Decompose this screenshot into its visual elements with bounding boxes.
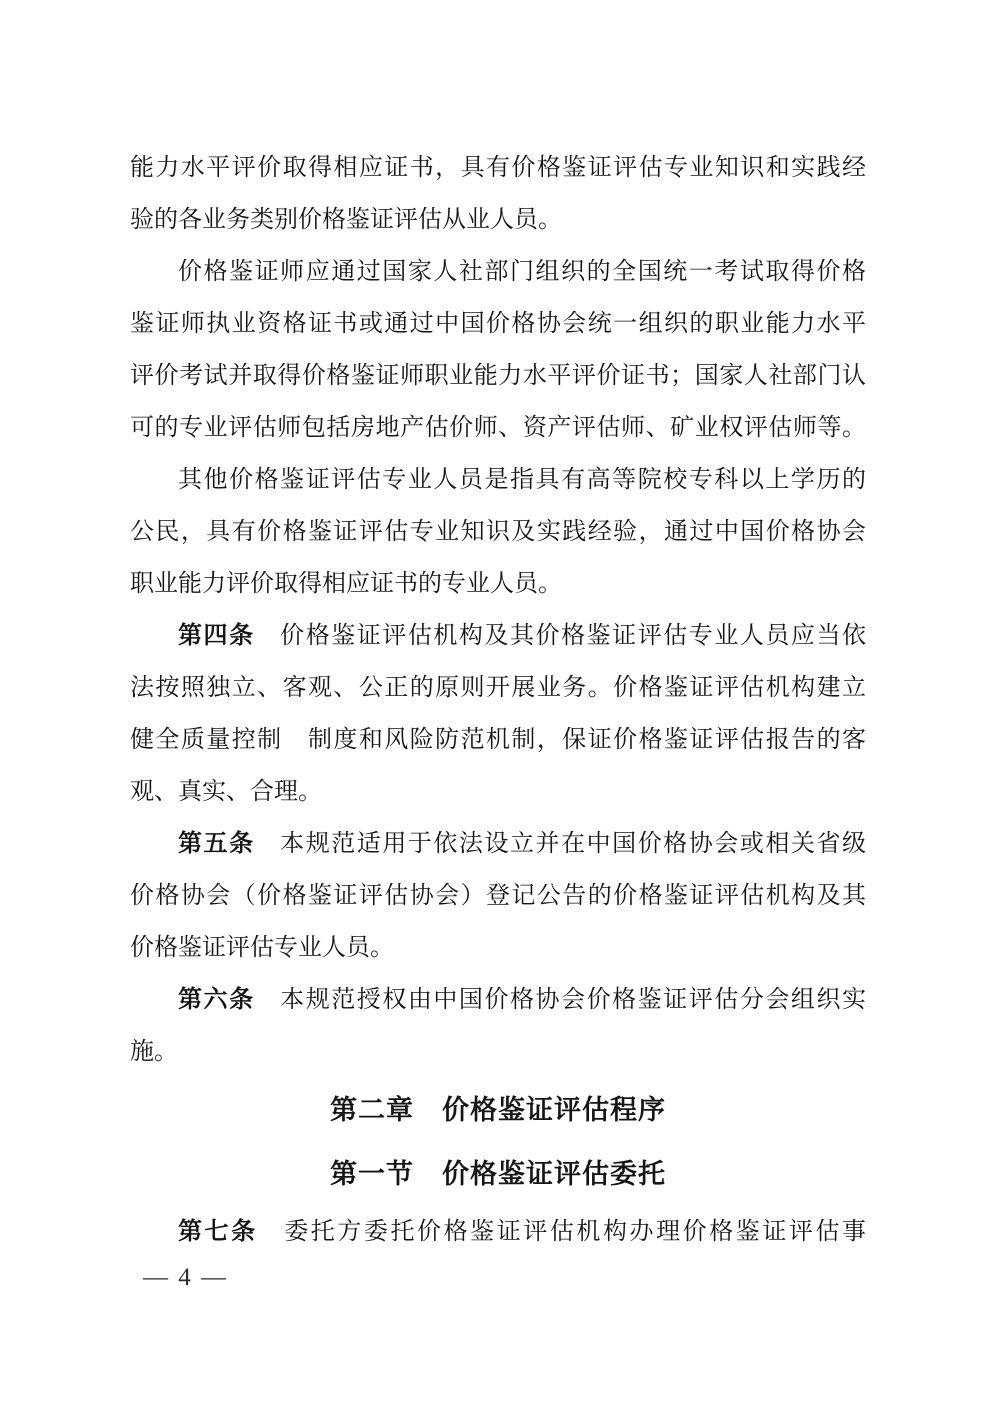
article-number: 第七条: [178, 1219, 258, 1245]
text-line: 评价考试并取得价格鉴证师职业能力水平评价证书；国家人社部门认: [130, 363, 866, 389]
text-line: 价格协会（价格鉴证评估协会）登记公告的价格鉴证评估机构及其: [130, 883, 866, 909]
text-line-article-4: 第四条 价格鉴证评估机构及其价格鉴证评估专业人员应当依: [178, 623, 866, 649]
text-line-article-6: 第六条 本规范授权由中国价格协会价格鉴证评估分会组织实: [178, 987, 866, 1013]
article-number: 第四条: [178, 623, 255, 649]
chapter-heading: 第二章 价格鉴证评估程序: [330, 1095, 666, 1125]
article-number: 第六条: [178, 987, 255, 1013]
text-line: 其他价格鉴证评估专业人员是指具有高等院校专科以上学历的: [178, 467, 866, 493]
text-line: 观、真实、合理。: [130, 779, 322, 805]
text-line: 价格鉴证师应通过国家人社部门组织的全国统一考试取得价格: [178, 259, 866, 285]
article-number: 第五条: [178, 831, 255, 857]
text-line: 可的专业评估师包括房地产估价师、资产评估师、矿业权评估师等。: [130, 415, 866, 441]
text-line-article-5: 第五条 本规范适用于依法设立并在中国价格协会或相关省级: [178, 831, 866, 857]
text-line: 健全质量控制 制度和风险防范机制，保证价格鉴证评估报告的客: [130, 727, 866, 753]
text-line: 鉴证师执业资格证书或通过中国价格协会统一组织的职业能力水平: [130, 311, 866, 337]
text-line: 施。: [130, 1039, 178, 1065]
text-line: 职业能力评价取得相应证书的专业人员。: [130, 571, 562, 597]
text-line: 验的各业务类别价格鉴证评估从业人员。: [130, 207, 562, 233]
document-body: [130, 142, 866, 1258]
text-line: 价格鉴证评估专业人员。: [130, 935, 394, 961]
text-line-article-7: 第七条 委托方委托价格鉴证评估机构办理价格鉴证评估事: [178, 1219, 866, 1245]
text-line: 能力水平评价取得相应证书，具有价格鉴证评估专业知识和实践经: [130, 155, 866, 181]
text-line: 法按照独立、客观、公正的原则开展业务。价格鉴证评估机构建立: [130, 675, 866, 701]
page-number: — 4 —: [143, 1264, 228, 1291]
text-line: 公民，具有价格鉴证评估专业知识及实践经验，通过中国价格协会: [130, 519, 866, 545]
section-heading: 第一节 价格鉴证评估委托: [330, 1159, 666, 1189]
